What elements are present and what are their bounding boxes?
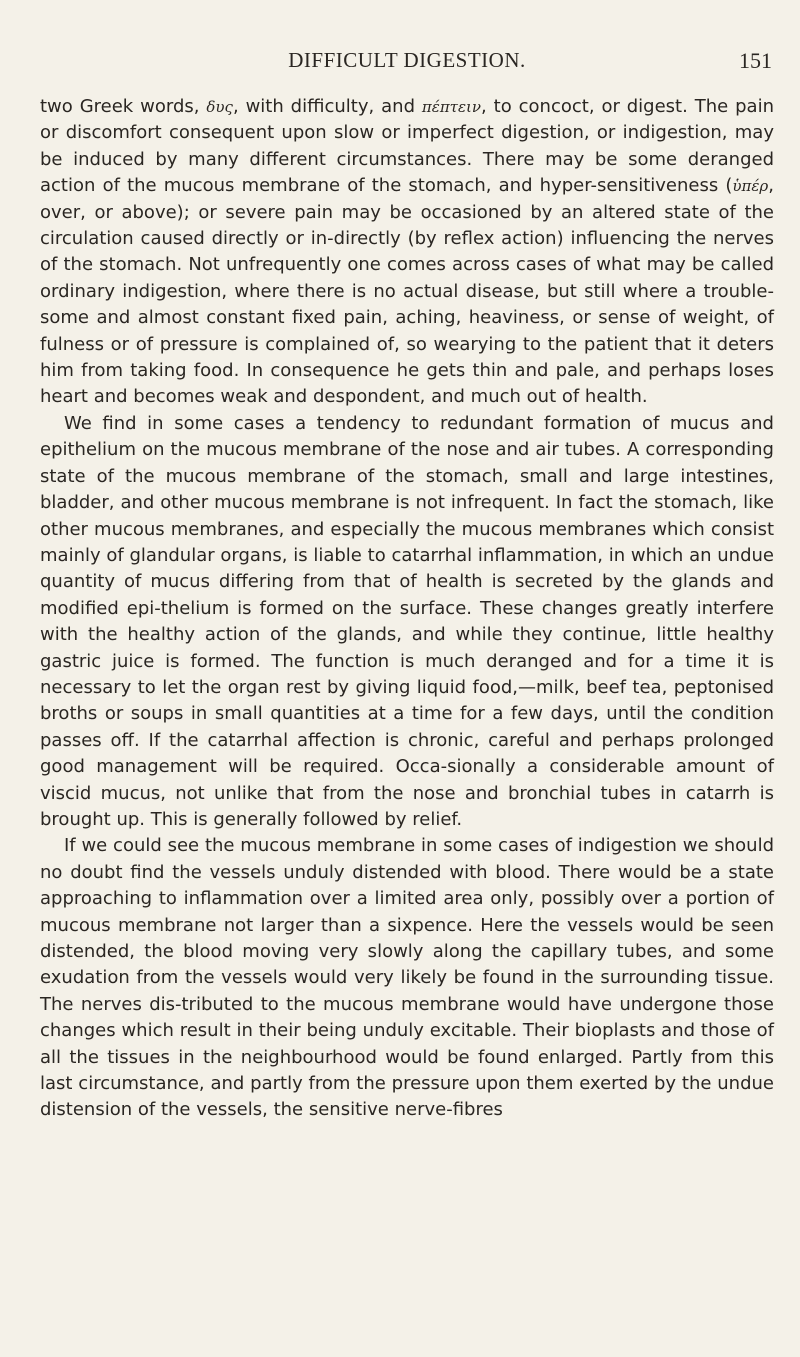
page-number: 151 — [739, 48, 772, 73]
paragraph-1 — [40, 94, 774, 411]
text-run: , to concoct, or digest. The pain or discomfort consequent upon slow or imperfect digestion, or indigestion, may be induced by many different circumstances. There may be some deranged action of the mucous membrane of the stomach, and hyper-sensitiveness ( — [40, 96, 774, 197]
text-run: We find in some cases a tendency to redundant formation of mucus and epithelium on the mucous membrane of the nose and air tubes. A corresponding state of the mucous membrane of the stomach, small and large intestines, bladder, and other mucous membrane is not infrequent. In fact the stomach, like other mucous membranes, and especially the mucous membranes which consist mainly of glandular organs, is liable to catarrhal inflammation, in which an undue quantity of mucus differing from that of health is secreted by the glands and modified epi-thelium is formed on the surface. These changes greatly interfere with the healthy action of the glands, and while they continue, little healthy gastric juice is formed. The function is much deranged and for a time it is necessary to let the organ rest by giving liquid food,—milk, beef tea, peptonised broths or soups in small quantities at a time for a few days, until the condition passes off. If the catarrhal affection is chronic, careful and perhaps prolonged good management will be required. Occa-sionally a considerable amount of viscid mucus, not unlike that from the nose and bronchial tubes in catarrh is brought up. This is generally followed by relief. — [40, 412, 774, 830]
greek-word: ὑπέρ — [732, 177, 769, 196]
paragraph-3 — [40, 833, 774, 1123]
text-run: , with difficulty, and — [232, 96, 422, 117]
greek-word: δυς — [206, 98, 233, 116]
running-head — [40, 48, 774, 94]
running-title: DIFFICULT DIGESTION. — [288, 48, 526, 72]
text-run: two Greek words, — [40, 96, 207, 117]
text-run: If we could see the mucous membrane in some cases of indigestion we should no doubt find the vessels unduly distended with blood. There would be a state approaching to inflammation over a limited area only, possibly over a portion of mucous membrane not larger than a sixpence. Here the vessels would be seen distended, the blood moving very slowly along the capillary tubes, and some exudation from the vessels would very likely be found in the surrounding tissue. The nerves dis-tributed to the mucous membrane would have undergone those changes which result in their being unduly excitable. Their bioplasts and those of all the tissues in the neighbourhood would be found enlarged. Partly from this last circumstance, and partly from the pressure upon them exerted by the undue distension of the vessels, the sensitive nerve-fibres — [40, 835, 774, 1121]
body-text — [40, 94, 774, 1124]
greek-word: πέπτειν — [421, 98, 482, 116]
paragraph-2 — [40, 411, 774, 834]
text-run: , over, or above); or severe pain may be occasioned by an altered state of the circulation caused directly or in-directly (by reflex action) influencing the nerves of the stomach. Not unfrequently one comes across cases of what may be called ordinary indigestion, where there is no actual disease, but still where a trouble-some and almost constant fixed pain, aching, heaviness, or sense of weight, of fulness or of pressure is complained of, so wearying to the patient that it deters him from taking food. In consequence he gets thin and pale, and perhaps loses heart and becomes weak and despondent, and much out of health. — [40, 175, 774, 408]
